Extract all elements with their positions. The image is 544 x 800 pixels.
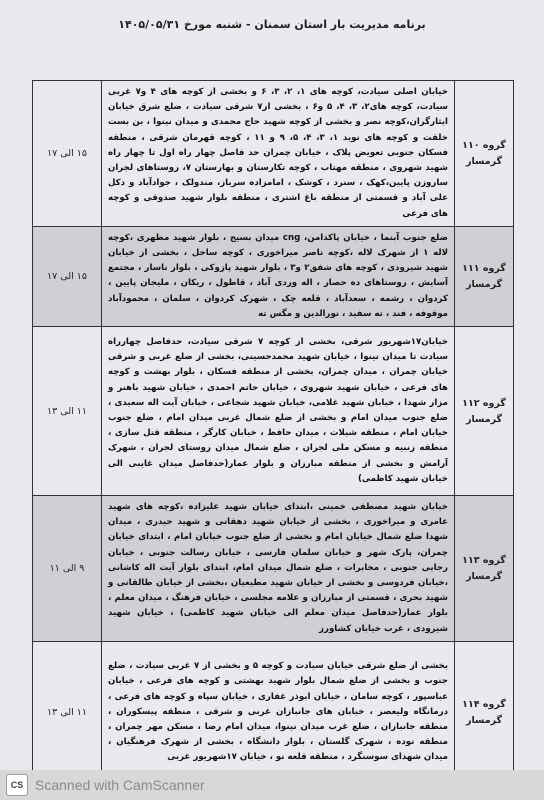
table-row <box>33 226 514 326</box>
table-row <box>33 81 514 227</box>
group-name: گروه ۱۱۲ <box>462 398 506 410</box>
group-region: گرمسار <box>465 571 503 583</box>
areas-cell: خیابان شهید مصطفی خمینی ،ابتدای خیابان شهید علیزاده ،کوچه های شهید عامری و میراخوری ، بخشی از خیابان شهید دهقانی و شهید حیدری ، میدان شهدا ضلع شمال خیابان امام و بخشی از ضلع جنوب خیابان امام ، ابتدای خیابان چمران، پارک شهر و خیابان سلمان فارسی ، خیابان رسالت جنوبی ، خیابان رجایی جنوبی ، مخابرات ، ضلع شمال میدان امام، ابتدای بلوار آیت اله کاشانی ،خیابان فردوسی و بخشی از خیابان شهید مطیعیان ،بخشی از خیابان طالقانی و شهید بحری ، قسمتی از مبارزان و علامه مجلسی ، خیابان فرهنگ ، میدان معلم ، بلوار عمار(حدفاصل میدان معلم الی خیابان شهید کاظمی) ، خیابان شهید شیرودی ، غرب خیابان کشاورز <box>102 496 455 642</box>
page-title: برنامه مدیریت بار استان سمنان - شنبه مورخ ۱۴۰۵/۰۵/۳۱ <box>118 18 426 31</box>
group-name: گروه ۱۱۰ <box>462 140 506 152</box>
group-name: گروه ۱۱۴ <box>462 699 506 711</box>
time-cell: ۱۵ الی ۱۷ <box>33 226 102 326</box>
load-schedule-table <box>32 80 514 784</box>
group-region: گرمسار <box>465 414 503 426</box>
group-cell <box>455 226 514 326</box>
group-cell <box>455 641 514 783</box>
time-cell: ۱۱ الی ۱۳ <box>33 327 102 496</box>
group-cell <box>455 496 514 642</box>
group-region: گرمسار <box>465 279 503 291</box>
group-cell <box>455 327 514 496</box>
group-region: گرمسار <box>465 156 503 168</box>
table-row <box>33 496 514 642</box>
time-cell: ۹ الی ۱۱ <box>33 496 102 642</box>
camscanner-logo-icon: CS <box>6 774 28 796</box>
areas-cell: بخشی از ضلع شرقی خیابان سیادت و کوچه ۵ و بخشی از ۷ غربی سیادت ، ضلع جنوب و بخشی از ضلع شمال بلوار شهید بهشتی و کوچه های فرعی ، خیابان عباسپور ، کوچه سامان ، خیابان ابوذر غفاری ، خیابان سپاه و کوچه های فرعی ، درمانگاه ولیعصر ، خیابان های جانبازان غربی و شرقی ، منطقه پیسکوران ، منطقه جانبازان ، ضلع غرب میدان نینوا، میدان امام رضا ، مسکن مهر چمران ، منطقه نوده ، شهرک گلستان ، بلوار دانشگاه ، بخشی از شهرک فرهنگیان ، میدان شهدای سوسنگرد ، منطقه قلعه نو ، خیابان ۱۷شهریور غربی <box>102 641 455 783</box>
scanner-footer <box>0 770 544 800</box>
group-region: گرمسار <box>465 715 503 727</box>
table-row <box>33 641 514 783</box>
areas-cell: خیابان اصلی سیادت، کوچه های ۱، ۲، ۳، ۶ و بخشی از کوچه های ۴ و۷ غربی سیادت، کوچه های۲، ۳، ۴، ۵ و۶ ، بخشی از۷ شرقی سیادت ، ضلع شرق خیابان ایثارگران،کوچه نصر و بخشی از کوچه شهید حاج محمدی و میدان نینوا ، بن بست خلقت و کوچه های نوید ۱، ۳، ۴، ۵، ۹ و ۱۱ ، کوچه قهرمان شرقی ، منطقه فسکان جنوبی تعویض پلاک ، خیابان چمران حد فاصل چهار راه اول تا چهار راه شهید شهروی ، منطقه مهتاب ، کوچه تکارستان و بهارستان ۷، روستاهای لجران ساروزن پایین،کهک ، سنرد ، کوشک ، امامزاده سرباز، مندولک ، جوادآباد و دکل علی آباد و قسمتی از منطقه باغ اشتری ، منطقه بلوار شهید صدوقی و کوچه های فرعی <box>102 81 455 227</box>
group-name: گروه ۱۱۱ <box>462 263 506 275</box>
group-name: گروه ۱۱۳ <box>462 555 506 567</box>
areas-cell: ضلع جنوب آبنما ، خیابان پاکدامن، cng میدان بسیج ، بلوار شهید مطهری ،کوچه لاله ۱ از شهرک لاله ،کوچه ناصر میراخوری ، کوچه ساحل ، بخشی از خیابان شهید شیرودی ، کوچه های شفق۲ و۳ ، بلوار شهید پازوکی ، بلوار ناسار ، مجتمع آسایش ، روستاهای ده حصار ، اله وردی آباد ، قاطول ، ریکان ، ملیجان پایین ، کردوان ، رشمه ، سعدآباد ، قلعه چک ، شهرک کردوان ، سلمان ، محمودآباد موقوفه ، فند ، ته سفید ، نورالدین و مگس ته <box>102 226 455 326</box>
areas-cell: خیابان۱۷شهریور شرقی، بخشی از کوچه ۷ شرقی سیادت، حدفاصل چهارراه سیادت تا میدان نینوا ، خیابان شهید محمدحسینی، بخشی از ضلع غربی و شرقی خیابان چمران ، میدان چمران، بخشی از منطقه فسکان ، بلوار بهشت و کوچه های فرعی ، خیابان شهید شهروی ، خیابان حاتم احمدی ، خیابان شهید باهنر و مزار شهدا ، خیابان شهید غلامی، خیابان شهید شجاعی ، خیابان آیت اله سعیدی ، ضلع جنوب میدان امام و بخشی از ضلع شمال غربی میدان امام ، ضلع جنوب خیابان امام ، منطقه شیلات ، میدان حافظ ، خیابان کارگر ، منطقه قتل سازی ، منطقه زنبیه و مسکن ملی لجران ، ضلع شمال میدان روستای لجران ، شهرک آرامش و بخشی از منطقه مبارزان و بلوار عمار(حدفاصل میدان غایبی الی خیابان شهید کاظمی) <box>102 327 455 496</box>
scanner-watermark-text: Scanned with CamScanner <box>35 777 205 793</box>
time-cell: ۱۵ الی ۱۷ <box>33 81 102 227</box>
table-row <box>33 327 514 496</box>
group-cell <box>455 81 514 227</box>
time-cell: ۱۱ الی ۱۳ <box>33 641 102 783</box>
